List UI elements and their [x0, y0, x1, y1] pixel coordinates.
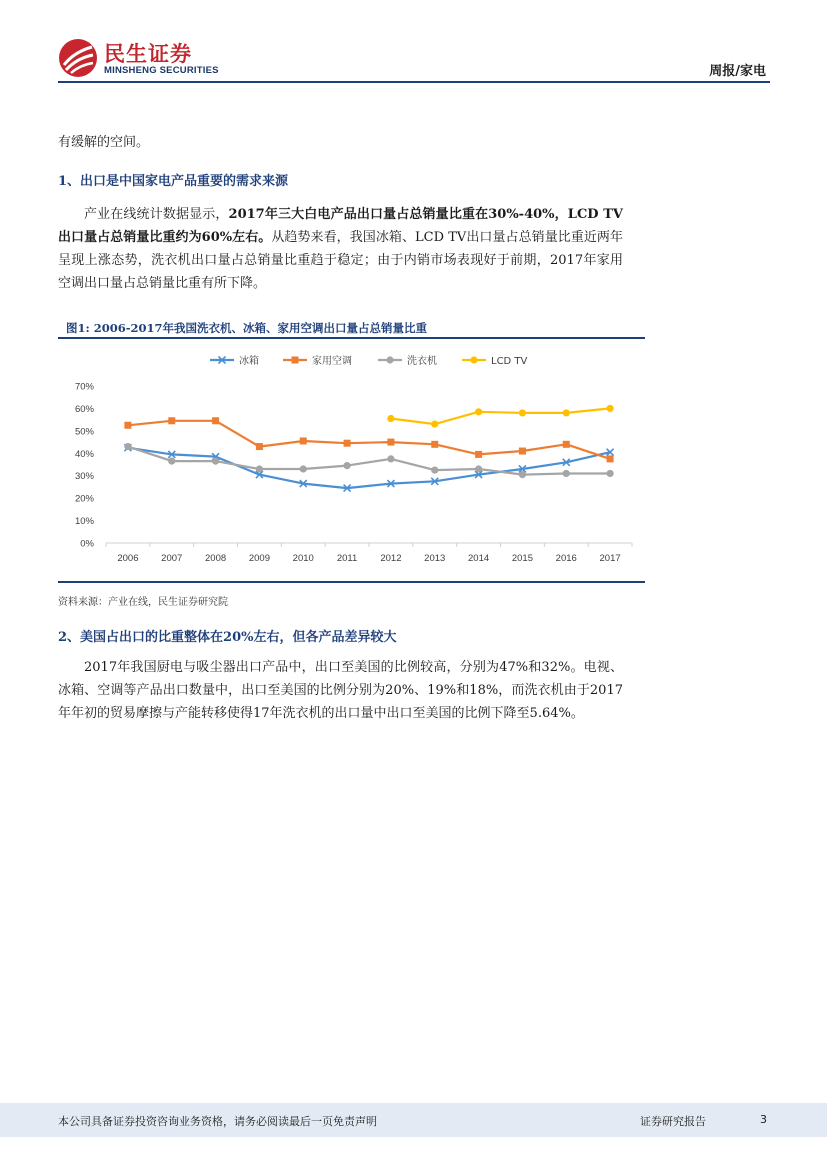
data-point	[519, 409, 526, 416]
data-point	[475, 451, 482, 458]
section-1-title: 1、出口是中国家电产品重要的需求来源	[58, 174, 289, 189]
x-tick-label: 2009	[248, 553, 270, 564]
x-tick-label: 2015	[511, 553, 533, 564]
paragraph-1-rest: 从趋势来看，我国冰箱、LCD TV出口量占总销量比重近两年呈现上涨态势，洗衣机出口量占总销量比重趋于稳定；由于内销市场表现好于前期，2017年家用空调出口量占总销量比重有所下降。	[58, 230, 623, 291]
data-point	[387, 455, 394, 462]
legend-marker	[292, 357, 299, 364]
paragraph-1-lead: 产业在线统计数据显示，	[84, 207, 229, 222]
logo-english-name: MINSHENG SECURITIES	[104, 65, 219, 76]
x-tick-label: 2012	[380, 553, 402, 564]
legend-label: 家用空调	[312, 356, 352, 367]
y-tick-label: 10%	[74, 516, 94, 528]
data-point	[256, 465, 263, 472]
data-point	[300, 465, 307, 472]
data-point	[606, 405, 613, 412]
data-point	[387, 415, 394, 422]
figure-source: 资料来源：产业在线，民生证券研究院	[58, 597, 228, 608]
line-chart	[58, 343, 645, 578]
y-tick-label: 0%	[80, 538, 94, 550]
footer-disclaimer: 本公司具备证券投资咨询业务资格，请务必阅读最后一页免责声明	[58, 1115, 377, 1128]
data-point	[343, 462, 350, 469]
data-point	[519, 471, 526, 478]
y-tick-label: 70%	[74, 381, 94, 393]
data-point	[212, 417, 219, 424]
data-point	[519, 448, 526, 455]
y-tick-label: 20%	[74, 493, 94, 505]
x-tick-label: 2017	[599, 553, 621, 564]
legend-label: 冰箱	[239, 356, 259, 367]
data-point	[256, 443, 263, 450]
data-point	[431, 441, 438, 448]
header-divider	[58, 81, 770, 83]
y-tick-label: 50%	[74, 426, 94, 438]
legend-item-0	[210, 354, 259, 367]
footer-doc-type: 证券研究报告	[640, 1115, 706, 1128]
report-category: 周报/家电	[709, 64, 766, 79]
x-tick-label: 2008	[205, 553, 227, 564]
data-point	[431, 421, 438, 428]
minsheng-logo-icon	[58, 38, 98, 78]
page-header	[58, 36, 770, 82]
y-tick-label: 60%	[74, 403, 94, 415]
data-point	[344, 440, 351, 447]
intro-line: 有缓解的空间。	[58, 135, 150, 150]
x-tick-label: 2011	[336, 553, 358, 564]
data-point	[168, 458, 175, 465]
data-point	[606, 470, 613, 477]
x-tick-label: 2010	[292, 553, 314, 564]
series-3	[387, 405, 613, 428]
paragraph-1-highlight: 2017年三大白电产品出口量占总销量比重在30%-40%，LCD TV出口量占总销量比重约为60%左右。	[58, 207, 623, 245]
series-0	[124, 444, 613, 491]
legend-item-3	[462, 356, 528, 367]
data-point	[607, 455, 614, 462]
figure-1-title: 图1: 2006-2017年我国洗衣机、冰箱、家用空调出口量占总销量比重	[66, 321, 428, 335]
logo-chinese-name: 民生证券	[104, 42, 192, 66]
series-line	[391, 408, 610, 424]
data-point	[168, 417, 175, 424]
legend-item-2	[378, 354, 437, 367]
series-line	[128, 421, 610, 459]
x-tick-label: 2014	[468, 553, 490, 564]
legend-marker	[470, 356, 477, 363]
data-point	[563, 409, 570, 416]
chart-axes	[106, 543, 632, 547]
data-point	[124, 422, 131, 429]
data-point	[124, 443, 131, 450]
company-logo	[58, 36, 278, 80]
series-line	[128, 448, 610, 488]
paragraph-1	[58, 203, 623, 295]
chart-legend	[210, 354, 528, 367]
legend-label: LCD TV	[491, 356, 528, 367]
data-point	[387, 439, 394, 446]
data-point	[563, 441, 570, 448]
legend-marker	[386, 356, 393, 363]
chart-series	[124, 405, 613, 492]
figure-bottom-rule	[58, 581, 645, 583]
series-line	[128, 447, 610, 475]
data-point	[475, 465, 482, 472]
y-tick-label: 40%	[74, 448, 94, 460]
page-footer	[0, 1103, 827, 1137]
legend-item-1	[283, 354, 352, 367]
x-tick-label: 2013	[424, 553, 446, 564]
data-point	[212, 458, 219, 465]
section-2-title: 2、美国占出口的比重整体在20%左右，但各产品差异较大	[58, 630, 397, 645]
legend-label: 洗衣机	[407, 356, 437, 367]
y-tick-label: 30%	[74, 471, 94, 483]
figure-1-chart	[58, 343, 645, 578]
paragraph-2: 2017年我国厨电与吸尘器出口产品中，出口至美国的比例较高，分别为47%和32%。电视、冰箱、空调等产品出口数量中，出口至美国的比例分别为20%、19%和18%，而洗衣机由于2017年年初的贸易摩擦与产能转移使得17年洗衣机的出口量中出口至美国的比例下降至5.64%。	[58, 660, 623, 721]
data-point	[563, 470, 570, 477]
x-tick-label: 2007	[161, 553, 183, 564]
data-point	[431, 467, 438, 474]
chart-tick-labels	[75, 382, 621, 565]
data-point	[300, 437, 307, 444]
x-tick-label: 2006	[117, 553, 139, 564]
figure-top-rule	[58, 337, 645, 339]
page-number: 3	[760, 1113, 767, 1126]
data-point	[475, 408, 482, 415]
x-tick-label: 2016	[555, 553, 577, 564]
